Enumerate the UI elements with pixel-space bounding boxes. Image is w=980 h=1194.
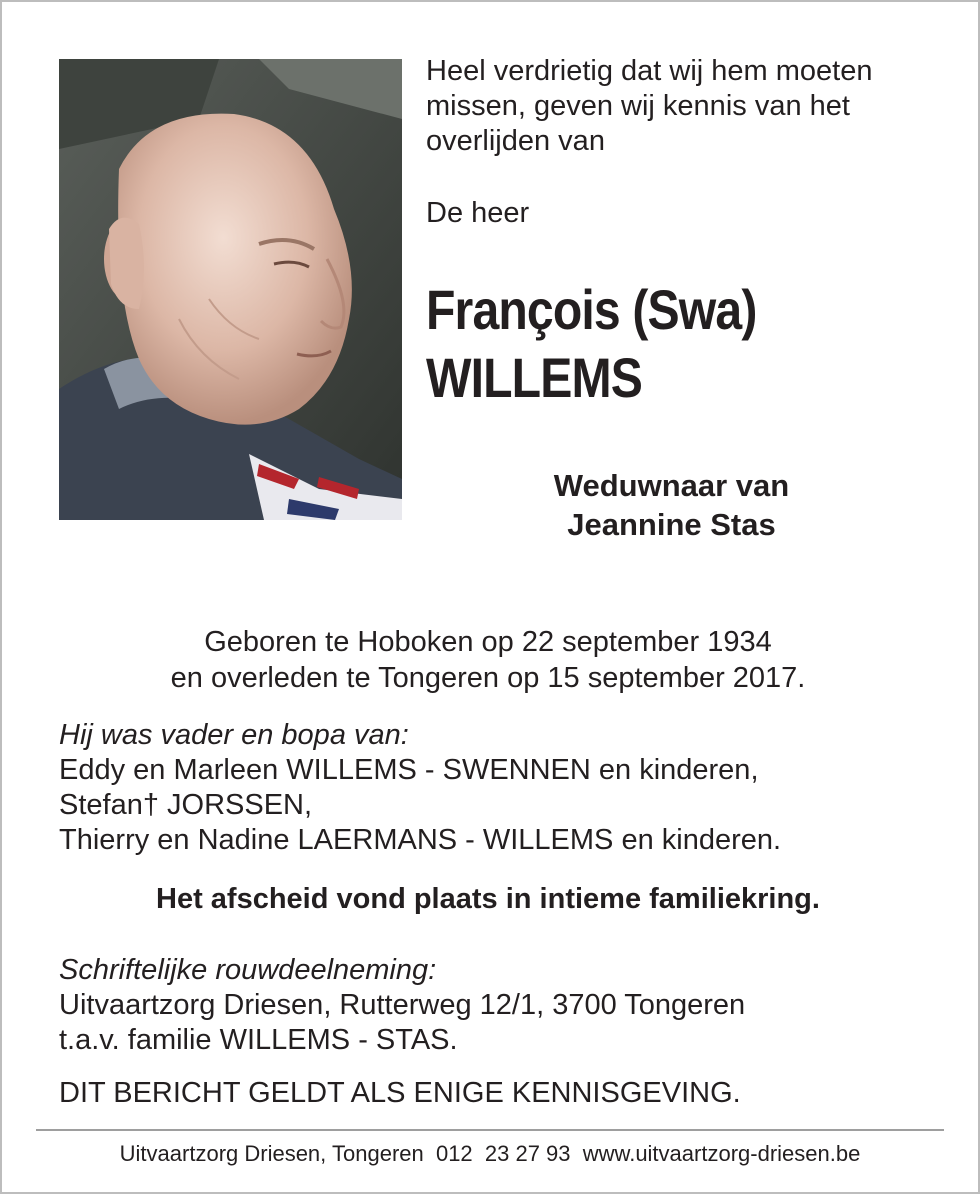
intro-line: overlijden van xyxy=(426,125,605,157)
intro-line: missen, geven wij kennis van het xyxy=(426,90,850,122)
condolence-section xyxy=(59,953,939,1058)
family-line: Eddy en Marleen WILLEMS - SWENNEN en kinderen, xyxy=(59,754,759,786)
portrait-photo xyxy=(59,59,402,520)
condolence-attention: t.a.v. familie WILLEMS - STAS. xyxy=(59,1024,458,1056)
honorific: De heer xyxy=(426,197,530,229)
deceased-name xyxy=(426,276,757,412)
life-dates xyxy=(59,624,917,696)
deceased-last-name: WILLEMS xyxy=(426,346,643,409)
footer-divider xyxy=(36,1129,944,1131)
spouse-info xyxy=(500,466,843,544)
family-section xyxy=(59,718,939,858)
family-line: Stefan† JORSSEN, xyxy=(59,789,313,821)
family-heading: Hij was vader en bopa van: xyxy=(59,719,409,751)
spouse-line: Jeannine Stas xyxy=(567,507,776,542)
intro-text xyxy=(426,54,946,159)
intro-line: Heel verdrietig dat wij hem moeten xyxy=(426,55,873,87)
death-line: en overleden te Tongeren op 15 september 2017. xyxy=(170,662,806,694)
condolence-address: Uitvaartzorg Driesen, Rutterweg 12/1, 3700 Tongeren xyxy=(59,989,746,1021)
official-notice: DIT BERICHT GELDT ALS ENIGE KENNISGEVING. xyxy=(59,1077,741,1109)
farewell-statement: Het afscheid vond plaats in intieme familiekring. xyxy=(156,883,820,915)
footer-contact: Uitvaartzorg Driesen, Tongeren 012 23 27 93 www.uitvaartzorg-driesen.be xyxy=(119,1141,861,1166)
deceased-first-name: François (Swa) xyxy=(426,278,757,341)
family-line: Thierry en Nadine LAERMANS - WILLEMS en kinderen. xyxy=(59,824,782,856)
birth-line: Geboren te Hoboken op 22 september 1934 xyxy=(204,626,772,658)
condolence-heading: Schriftelijke rouwdeelneming: xyxy=(59,954,437,986)
spouse-line: Weduwnaar van xyxy=(553,468,790,503)
